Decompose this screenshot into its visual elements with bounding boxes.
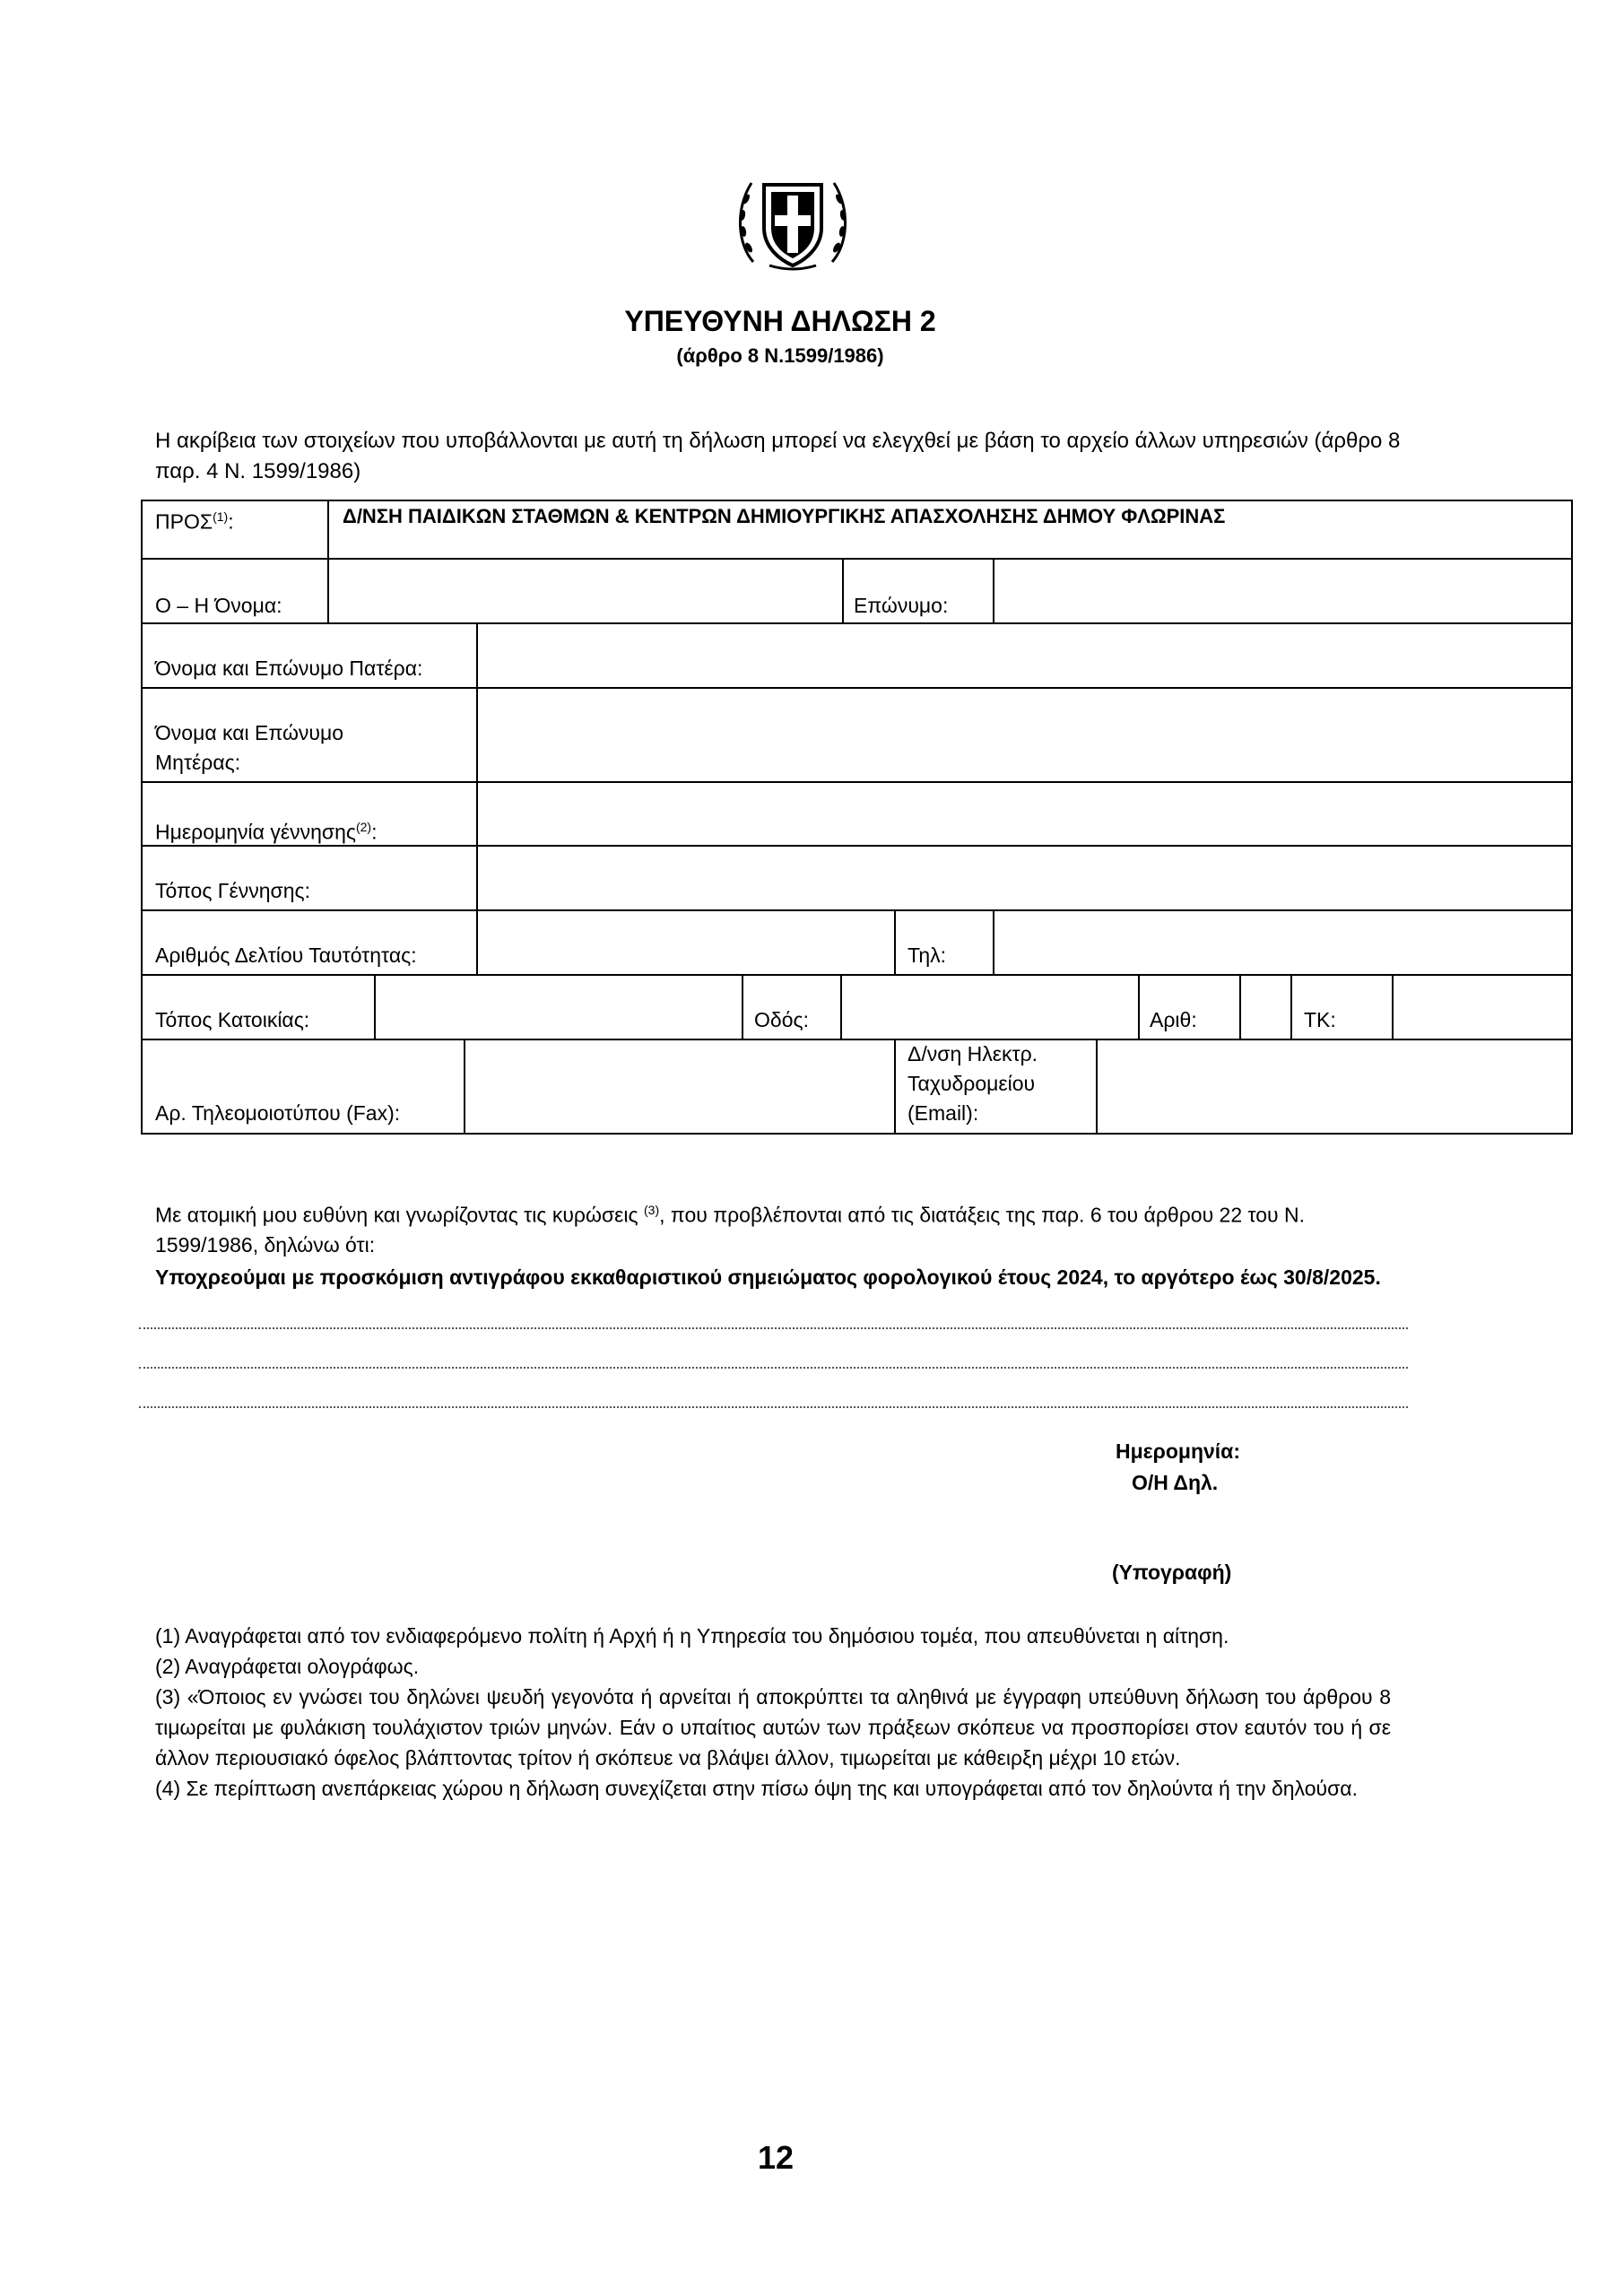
mother-name-field[interactable] [480, 690, 1569, 779]
pros-label: ΠΡΟΣ$^{(1)}$: [155, 509, 234, 534]
intro-text: Η ακρίβεια των στοιχείων που υποβάλλονται με αυτή τη δήλωση μπορεί να ελεγχθεί με βάση το αρχείο άλλων υπηρεσιών (άρθρο 8 παρ. 4 Ν. 1599/1986) [155, 429, 1401, 483]
number-field[interactable] [1243, 977, 1289, 1037]
id-number-label: Αριθμός Δελτίου Ταυτότητας: [155, 944, 417, 967]
mother-name-label: Όνομα και Επώνυμο Μητέρας: [155, 721, 344, 774]
surname-label: Επώνυμο: [854, 594, 949, 617]
page-number: 12 [757, 2139, 795, 2176]
phone-label: Τηλ: [908, 944, 947, 967]
footnotes [155, 1621, 1391, 1804]
declaration-statement: Υποχρεούμαι με προσκόμιση αντιγράφου εκκαθαριστικού σημειώματος φορολογικού έτους 2024, το αργότερο έως 30/8/2025. [155, 1265, 1381, 1289]
phone-field[interactable] [996, 912, 1569, 972]
signature-label: (Υπογραφή) [1112, 1561, 1232, 1584]
fax-label: Αρ. Τηλεομοιοτύπου (Fax): [155, 1101, 401, 1125]
father-name-label: Όνομα και Επώνυμο Πατέρα: [155, 657, 423, 680]
document-title: ΥΠΕΥΘΥΝΗ ΔΗΛΩΣΗ 2 [624, 305, 936, 337]
email-field[interactable] [1099, 1041, 1569, 1131]
email-label: Δ/νση Ηλεκτρ. Ταχυδρομείου (Email): [908, 1042, 1038, 1125]
greek-coat-of-arms-icon [734, 172, 852, 273]
first-name-label: Ο – Η Όνομα: [155, 594, 282, 617]
number-label: Αριθ: [1150, 1008, 1197, 1031]
first-name-field[interactable] [331, 561, 840, 621]
declarant-label: Ο/Η Δηλ. [1132, 1471, 1219, 1494]
dotted-line [139, 1406, 1408, 1408]
surname-field[interactable] [996, 561, 1569, 621]
street-label: Οδός: [754, 1008, 809, 1031]
street-field[interactable] [844, 977, 1136, 1037]
father-name-field[interactable] [480, 625, 1569, 685]
postcode-field[interactable] [1395, 977, 1569, 1037]
birthdate-label: Ημερομηνία γέννησης$^{(2)}$: [155, 820, 378, 844]
footnote-1: (1) Αναγράφεται από τον ενδιαφερόμενο πολίτη ή Αρχή ή η Υπηρεσία του δημόσιου τομέα, που απευθύνεται η αίτηση. [155, 1624, 1229, 1648]
declaration-intro: Με ατομική μου ευθύνη και γνωρίζοντας τις κυρώσεις $^{(3)}$, που προβλέπονται από τις διατάξεις της παρ. 6 του άρθρου 22 του Ν. 1599/1986, δηλώνω ότι: [155, 1203, 1306, 1257]
pros-value: Δ/ΝΣΗ ΠΑΙΔΙΚΩΝ ΣΤΑΘΜΩΝ & ΚΕΝΤΡΩΝ ΔΗΜΙΟΥΡΓΙΚΗΣ ΑΠΑΣΧΟΛΗΣΗΣ ΔΗΜΟΥ ΦΛΩΡΙΝΑΣ [343, 505, 1226, 527]
dotted-line [139, 1327, 1408, 1329]
date-label: Ημερομηνία: [1116, 1439, 1240, 1463]
dotted-line [139, 1367, 1408, 1369]
fax-field[interactable] [467, 1041, 892, 1131]
postcode-label: ΤΚ: [1304, 1008, 1336, 1031]
footnote-4: (4) Σε περίπτωση ανεπάρκειας χώρου η δήλωση συνεχίζεται στην πίσω όψη της και υπογράφεται από τον δηλούντα ή την δηλούσα. [155, 1777, 1358, 1800]
birthdate-field[interactable] [480, 784, 1569, 843]
declaration-form-table [141, 500, 1573, 1135]
document-subtitle: (άρθρο 8 Ν.1599/1986) [676, 344, 884, 367]
footnote-2: (2) Αναγράφεται ολογράφως. [155, 1655, 420, 1678]
birthplace-label: Τόπος Γέννησης: [155, 879, 310, 902]
residence-label: Τόπος Κατοικίας: [155, 1008, 310, 1031]
id-number-field[interactable] [480, 912, 892, 972]
birthplace-field[interactable] [480, 848, 1569, 908]
residence-field[interactable] [378, 977, 740, 1037]
footnote-3: (3) «Όποιος εν γνώσει του δηλώνει ψευδή γεγονότα ή αρνείται ή αποκρύπτει τα αληθινά με έγγραφη υπεύθυνη δήλωση του άρθρου 8 τιμωρείται με φυλάκιση τουλάχιστον τριών μηνών. Εάν ο υπαίτιος αυτών των πράξεων σκόπευε να προσπορίσει στον εαυτόν του ή σε άλλον περιουσιακό όφελος βλάπτοντας τρίτον ή σκόπευε να βλάψει άλλον, τιμωρείται με κάθειρξη μέχρι 10 ετών. [155, 1685, 1391, 1770]
